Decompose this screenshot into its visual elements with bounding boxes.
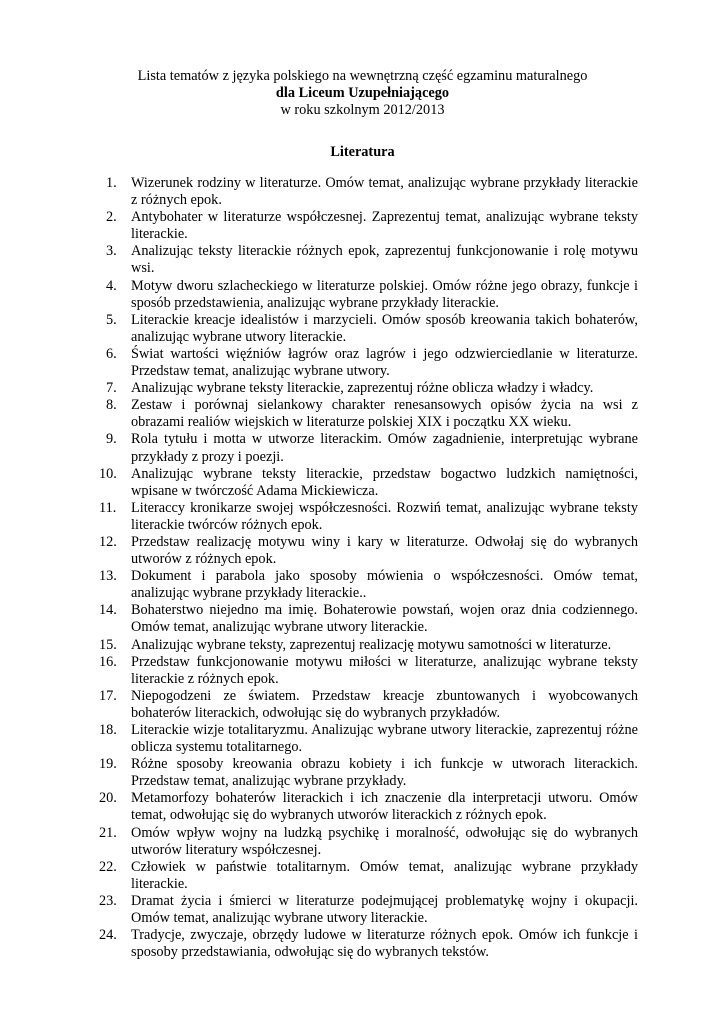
topic-text: Zestaw i porównaj sielankowy charakter renesansowych opisów życia na wsi z obrazami realiów wiejskich w literaturze polskiej XIX i początku XX wieku.	[131, 397, 638, 431]
topic-number: 14.	[99, 602, 117, 619]
topic-item	[99, 824, 638, 859]
topic-text: Przedstaw funkcjonowanie motywu miłości w literaturze, analizując wybrane teksty literackie z różnych epok.	[131, 653, 638, 687]
topic-item	[106, 312, 638, 346]
topic-item	[99, 465, 638, 500]
topic-text: Wizerunek rodziny w literaturze. Omów temat, analizując wybrane przykłady literackie z różnych epok.	[131, 175, 638, 209]
topic-number: 19.	[99, 756, 117, 773]
header-line-1: Lista tematów z języka polskiego na wewnętrzną część egzaminu maturalnego	[137, 68, 588, 84]
topic-item	[106, 175, 638, 209]
topic-item	[106, 346, 638, 380]
topic-item	[106, 431, 638, 465]
topic-item	[99, 858, 638, 893]
topic-number: 13.	[99, 568, 117, 585]
topic-item	[106, 209, 638, 243]
topic-number: 1.	[106, 175, 117, 191]
topic-item	[99, 533, 638, 568]
topic-number: 21.	[99, 824, 117, 841]
topic-item	[99, 602, 638, 636]
topic-text: Przedstaw realizację motywu winy i kary w literaturze. Odwołaj się do wybranych utworów z różnych epok.	[131, 533, 638, 568]
topic-text: Analizując wybrane teksty literackie, przedstaw bogactwo ludzkich namiętności, wpisane w twórczość Adama Mickiewicza.	[131, 465, 638, 499]
topic-number: 5.	[106, 311, 117, 328]
topic-item	[99, 687, 638, 722]
topic-item	[99, 636, 638, 654]
topic-item	[106, 278, 638, 312]
topic-text: Tradycje, zwyczaje, obrzędy ludowe w literaturze różnych epok. Omów ich funkcje i sposoby przedstawiania, odwołując się do wybranych tekstów.	[131, 927, 638, 961]
topic-number: 18.	[99, 722, 117, 738]
topic-number: 22.	[99, 858, 117, 875]
topic-text: Literaccy kronikarze swojej współczesności. Rozwiń temat, analizując wybrane teksty literackie twórców różnych epok.	[131, 499, 638, 533]
topic-text: Motyw dworu szlacheckiego w literaturze polskiej. Omów różne jego obrazy, funkcje i sposób przedstawienia, analizując wybrane przykłady literackie.	[131, 277, 638, 311]
topic-list	[99, 175, 638, 961]
topic-text: Antybohater w literaturze współczesnej. Zaprezentuj temat, analizując wybrane teksty literackie.	[131, 209, 638, 243]
topic-item	[106, 380, 638, 397]
topic-number: 16.	[99, 653, 117, 670]
topic-text: Metamorfozy bohaterów literackich i ich znaczenie dla interpretacji utworu. Omów temat, odwołując się do wybranych utworów literackich z różnych epok.	[131, 790, 638, 824]
topic-text: Niepogodzeni ze światem. Przedstaw kreacje zbuntowanych i wyobcowanych bohaterów literackich, odwołując się do wybranych przykładów.	[131, 687, 638, 721]
topic-number: 6.	[106, 345, 117, 362]
topic-item	[99, 790, 638, 824]
topic-number: 3.	[106, 243, 117, 260]
topic-number: 24.	[99, 927, 117, 944]
topic-text: Analizując wybrane teksty literackie, zaprezentuj różne oblicza władzy i władcy.	[131, 380, 594, 397]
topic-item	[99, 927, 638, 961]
topic-text: Świat wartości więźniów łagrów oraz lagrów i jego odzwierciedlanie w literaturze. Przedstaw temat, analizując wybrane utwory.	[131, 345, 638, 380]
topic-number: 7.	[106, 380, 117, 397]
topic-item	[99, 756, 638, 790]
topic-text: Rola tytułu i motta w utworze literackim. Omów zagadnienie, interpretując wybrane przykłady z prozy i poezji.	[131, 431, 638, 465]
topic-number: 20.	[99, 790, 117, 807]
topic-item	[99, 499, 638, 534]
topic-number: 8.	[106, 397, 117, 414]
topic-text: Literackie kreacje idealistów i marzycieli. Omów sposób kreowania takich bohaterów, analizując wybrane utwory literackie.	[131, 311, 638, 345]
section-title: Literatura	[330, 144, 395, 160]
topic-text: Omów wpływ wojny na ludzką psychikę i moralność, odwołując się do wybranych utworów literatury współczesnej.	[131, 824, 638, 858]
topic-number: 17.	[99, 687, 117, 704]
topic-item	[106, 397, 638, 431]
topic-number: 4.	[106, 277, 117, 294]
topic-number: 11.	[99, 499, 117, 516]
topic-item	[99, 653, 638, 688]
topic-text: Dramat życia i śmierci w literaturze podejmującej problematykę wojny i okupacji. Omów temat, analizując wybrane utwory literackie.	[131, 892, 638, 927]
topic-text: Analizując wybrane teksty, zaprezentuj realizację motywu samotności w literaturze.	[131, 636, 612, 653]
header-line-3: w roku szkolnym 2012/2013	[280, 102, 445, 118]
topic-text: Analizując teksty literackie różnych epok, zaprezentuj funkcjonowanie i rolę motywu wsi.	[131, 243, 638, 277]
topic-number: 9.	[106, 431, 117, 448]
document-header	[0, 68, 725, 119]
topic-text: Bohaterstwo niejedno ma imię. Bohaterowie powstań, wojen oraz dnia codziennego. Omów temat, analizując wybrane utwory literackie.	[131, 602, 638, 636]
topic-number: 2.	[106, 209, 117, 226]
topic-number: 15.	[99, 636, 117, 653]
topic-text: Różne sposoby kreowania obrazu kobiety i ich funkcje w utworach literackich. Przedstaw temat, analizując wybrane przykłady.	[131, 756, 638, 790]
topic-item	[99, 568, 638, 602]
topic-text: Literackie wizje totalitaryzmu. Analizując wybrane utwory literackie, zaprezentuj różne oblicza systemu totalitarnego.	[131, 722, 638, 756]
topic-number: 10.	[99, 465, 117, 482]
topic-text: Człowiek w państwie totalitarnym. Omów temat, analizując wybrane przykłady literackie.	[131, 858, 638, 892]
topic-item	[106, 243, 638, 277]
topic-item	[99, 722, 638, 756]
topic-text: Dokument i parabola jako sposoby mówienia o współczesności. Omów temat, analizując wybrane przykłady literackie..	[131, 568, 638, 602]
topic-item	[99, 892, 638, 927]
topic-number: 23.	[99, 892, 117, 909]
header-line-2: dla Liceum Uzupełniającego	[275, 85, 450, 101]
topic-number: 12.	[99, 533, 117, 550]
